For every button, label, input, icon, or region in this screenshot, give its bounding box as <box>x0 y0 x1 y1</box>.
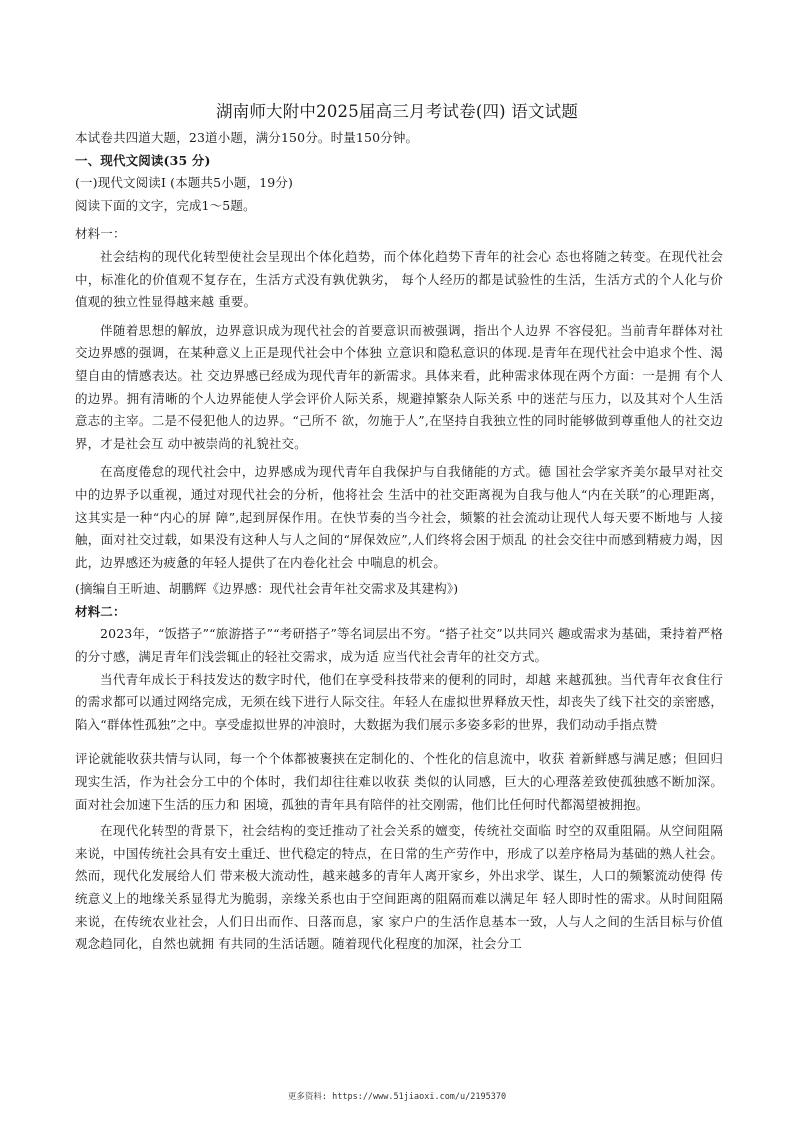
material-two-paragraph: 2023年，“饭搭子”“旅游搭子”“考研搭子”等名词层出不穷。“搭子社交”以共同兴 趣或需求为基础，秉持着严格的分寸感，满足青年们浅尝辄止的轻社交需求，成为适 应当代社会青年的社交方式。 <box>75 626 723 665</box>
footer-link[interactable]: 更多资料: https://www.51jiaoxi.com/u/2195370 <box>287 1092 507 1102</box>
exam-content <box>75 127 723 956</box>
material-one-source: (摘编自王昕迪、胡鹏辉《边界感：现代社会青年社交需求及其建构》) <box>75 581 459 597</box>
exam-title: 湖南师大附中2025届高三月考试卷(四) 语文试题 <box>215 102 579 121</box>
material-two-paragraph: 当代青年成长于科技发达的数字时代，他们在享受科技带来的便利的同时，却越 来越孤独。当代青年衣食住行的需求都可以通过网络完成，无须在线下进行人际交往。年轻人在虚拟世界释放天性，却丧失了线下社交的亲密感，陷入“群体性孤独”之中。享受虚拟世界的冲浪时，大数据为我们展示多姿多彩的世界，我们动动手指点赞 <box>75 671 723 732</box>
material-one-label: 材料一： <box>75 226 126 242</box>
material-one-paragraph: 伴随着思想的解放，边界意识成为现代社会的首要意识而被强调，指出个人边界 不容侵犯。当前青年群体对社交边界感的强调，在某种意义上正是现代社会中个体独 立意识和隐私意识的体现.是青年在现代社会中追求个性、渴望自由的情感表达。社 交边界感已经成为现代青年的新需求。具体来看，此种需求体现在两个方面：一是拥 有个人的边界。拥有清晰的个人边界能使人学会评价人际关系，规避掉繁杂人际关系 中的迷茫与压力，以及其对个人生活意志的主宰。二是不侵犯他人的边界。“己所不 欲，勿施于人”,在坚持自我独立性的同时能够做到尊重他人的社交边界，才是社会互 动中被崇尚的礼貌社交。 <box>75 322 723 451</box>
exam-intro: 本试卷共四道大题，23道小题，满分150分。时量150分钟。 <box>75 130 419 145</box>
reading-instruction: 阅读下面的文字，完成1～5题。 <box>75 197 256 213</box>
subsection-heading: (一)现代文阅读Ⅰ (本题共5小题，19分) <box>75 175 294 191</box>
material-one-paragraph: 在高度倦怠的现代社会中，边界感成为现代青年自我保护与自我储能的方式。德 国社会学家齐美尔最早对社交中的边界予以重视，通过对现代社会的分析，他将社会 生活中的社交距离视为自我与他人“内在关联”的心理距离，这其实是一种“内心的屏 障”,起到屏保作用。在快节奏的当今社会，频繁的社会流动让现代人每天要不断地与 人接触，面对社交过载，如果没有这种人与人之间的“屏保效应”,人们终将会困于烦乱 的社会交往中而感到精疲力竭，因此，边界感还为疲惫的年轻人提供了在内卷化社会 中喘息的机会。 <box>75 464 723 570</box>
material-two-paragraph: 在现代化转型的背景下，社会结构的变迁推动了社会关系的嬗变，传统社交面临 时空的双重阻隔。从空间阻隔来说，中国传统社会具有安土重迁、世代稳定的特点，在日常的生产劳作中，形成了以差序格局为基础的熟人社会。然而，现代化发展给人们 带来极大流动性，越来越多的青年人离开家乡，外出求学、谋生，人口的频繁流动使得 传统意义上的地缘关系显得尤为脆弱，亲缘关系也由于空间距离的阻隔而难以满足年 轻人即时性的需求。从时间阻隔来说，在传统农业社会，人们日出而作、日落而息，家 家户户的生活作息基本一致，人与人之间的生活目标与价值观念趋同化，自然也就拥 有共同的生活话题。随着现代化程度的加深，社会分工 <box>75 823 723 952</box>
material-two-continuation: 评论就能收获共情与认同，每一个个体都被裹挟在定制化的、个性化的信息流中，收获 着新鲜感与满足感；但回归现实生活，作为社会分工中的个体时，我们却往往难以收获 类似的认同感，巨大的心理落差致使孤独感不断加深。面对社会加速下生活的压力和 困境，孤独的青年具有陪伴的社交刚需，他们比任何时代都渴望被拥抱。 <box>75 751 723 812</box>
section-heading: 一、现代文阅读(35 分) <box>75 152 211 168</box>
material-two-label: 材料二： <box>75 603 126 619</box>
material-one-paragraph: 社会结构的现代化转型使社会呈现出个体化趋势，而个体化趋势下青年的社会心 态也将随之转变。在现代社会中，标准化的价值观不复存在，生活方式没有孰优孰劣， 每个人经历的都是试验性的生活，生活方式的个人化与价值观的独立性显得越来越 重要。 <box>75 248 723 310</box>
